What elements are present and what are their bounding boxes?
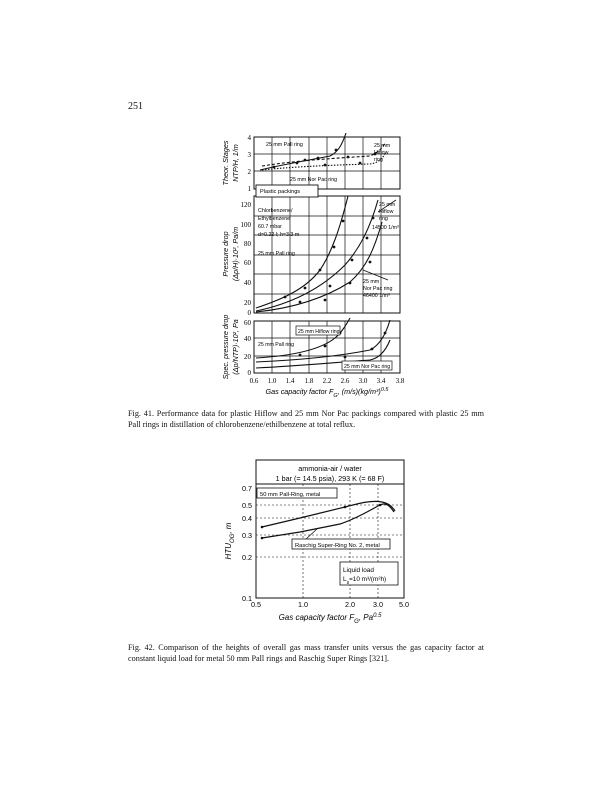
- fig42-rsr-curve: [262, 504, 394, 538]
- fig42-ytick: 0.5: [242, 501, 252, 510]
- fig41-mid-system: Chlorbenzene/: [258, 208, 293, 214]
- fig42-ytick: 0.4: [242, 514, 252, 523]
- fig41-xtick: 1.4: [285, 377, 295, 385]
- fig41-mid-label-pall: 25 mm Pall ring: [258, 251, 295, 257]
- fig41-mid-label-hiflow: 14500 1/m³: [372, 225, 399, 231]
- fig42-pall-point: [344, 506, 347, 509]
- fig41-bot-label-norpac: 25 mm Nor Pac ring: [344, 364, 391, 370]
- fig41-mid-label-norpac: 46400 1/m³: [363, 293, 390, 299]
- fig42-rsr-label: Raschig Super-Ring No. 2, metal: [295, 543, 380, 549]
- fig42-title-line2: 1 bar (= 14.5 psia), 293 K (= 68 F): [275, 474, 385, 483]
- fig41-top-ytick: 2: [247, 168, 251, 176]
- fig41-top-label-norpac: 25 mm Nor Pac ring: [290, 177, 338, 183]
- fig41-mid-ytick: 0: [247, 309, 251, 317]
- fig41-top-label-hiflow: ring: [374, 157, 383, 163]
- fig41-mid-ytick: 100: [240, 221, 251, 229]
- fig41-bot-ytick: 60: [244, 319, 251, 327]
- fig41-mid-system: Ethylbenzene: [258, 216, 291, 222]
- fig41-mid-ytick: 80: [244, 240, 251, 248]
- fig42-ytick: 0.7: [242, 484, 252, 493]
- fig41-mid-system: 60.7 mbar: [258, 224, 282, 230]
- fig41-mid-ytick: 40: [244, 279, 251, 287]
- fig41-mid-ytick: 120: [240, 201, 251, 209]
- fig41-xtick: 3.4: [376, 377, 386, 385]
- fig41-xtick: 3.0: [358, 377, 368, 385]
- fig41-xtick: 2.2: [322, 377, 332, 385]
- fig41-mid-legend-label: Plastic packings: [260, 189, 301, 195]
- fig41-bot-ytick: 40: [244, 335, 251, 343]
- fig41-xtick: 1.8: [304, 377, 314, 385]
- fig41-top-ytick: 1: [247, 185, 251, 193]
- fig41-top-ylabel: NTP/H, 1/m: [231, 144, 240, 182]
- fig41-mid-label-hiflow: 25 mm: [379, 202, 396, 208]
- fig41-top-label-hiflow: 25 mm: [374, 143, 391, 149]
- fig41-mid-ytick: 20: [244, 299, 251, 307]
- fig42-pall-point: [261, 526, 264, 529]
- fig41-mid-label-hiflow: ring: [379, 216, 388, 222]
- fig42-ytick: 0.1: [242, 594, 252, 603]
- fig41-x-axis-label: Gas capacity factor $F_G$, $(m/s)(kg/m^3)^{0.5}$: [265, 387, 389, 399]
- fig41-bot-ylabel: (Δp/NTP)·10², Pa: [231, 319, 240, 375]
- fig41-top-ylabel: Theor. Stages: [221, 140, 230, 186]
- fig42-liquid-load-line1: Liquid load: [343, 567, 374, 574]
- fig41-mid-label-norpac: 25 mm: [363, 279, 380, 285]
- fig42-y-axis-label: $HTU_{OG}$, m: [224, 522, 236, 560]
- fig42-xtick: 5.0: [399, 600, 409, 609]
- fig41-top-ytick: 4: [247, 134, 251, 142]
- fig42-title-line1: ammonia-air / water: [298, 464, 362, 473]
- fig42-ytick: 0.2: [242, 553, 252, 562]
- page-number: 251: [128, 101, 143, 112]
- fig42-pall-label: 50 mm Pall-Ring, metal: [260, 492, 321, 498]
- fig41-mid-label-norpac: Nor Pac ring: [363, 286, 393, 292]
- fig41-mid-ylabel: Pressure drop: [221, 231, 230, 277]
- fig41-xtick: 1.0: [267, 377, 277, 385]
- figure-41-caption: Fig. 41. Performance data for plastic Hiflow and 25 mm Nor Pac packings compared with plastic 25 mm Pall rings in distillation of chlorobenzene/ethilbenzene at total reflux.: [128, 409, 484, 429]
- fig42-xtick: 3.0: [373, 600, 383, 609]
- fig41-xtick: 0.6: [249, 377, 259, 385]
- fig41-mid-ytick: 60: [244, 259, 251, 267]
- fig42-xtick: 0.5: [251, 600, 261, 609]
- fig41-xtick: 3.8: [395, 377, 405, 385]
- fig41-mid-ylabel: (Δp/H)·10², Pa/m: [231, 226, 240, 282]
- fig41-xtick: 2.6: [340, 377, 350, 385]
- fig41-mid-label-hiflow: Hiflow: [379, 209, 394, 215]
- fig42-xtick: 1.0: [298, 600, 308, 609]
- fig41-bot-label-hiflow: 25 mm Hiflow ring: [298, 329, 340, 335]
- fig42-rsr-point: [379, 504, 382, 507]
- fig41-bot-ytick: 20: [244, 353, 251, 361]
- fig41-mid-system: d=0.22 l; h=3.3 m: [258, 232, 300, 238]
- fig41-top-label-hiflow: Hiflow: [374, 150, 389, 156]
- fig42-xtick: 2.0: [345, 600, 355, 609]
- fig41-bot-label-pall: 25 mm Pall ring: [258, 342, 295, 348]
- fig42-rsr-point: [261, 537, 264, 540]
- fig42-ytick: 0.3: [242, 531, 252, 540]
- fig42-x-axis-label: Gas capacity factor $F_G$, $Pa^{0.5}$: [278, 613, 382, 625]
- fig41-top-label-pall: 25 mm Pall ring: [266, 142, 303, 148]
- fig41-bot-ylabel: Spec. pressure drop: [221, 314, 230, 380]
- figure-42-caption: Fig. 42. Comparison of the heights of overall gas mass transfer units versus the gas capacity factor at constant liquid load for metal 50 mm Pall rings and Raschig Super Rings [321].: [128, 643, 484, 663]
- fig41-top-ytick: 3: [247, 151, 251, 159]
- fig42-liquid-load-line2: $L_s=10$ m³/(m²h): [343, 576, 387, 586]
- fig41-bot-ytick: 0: [247, 369, 251, 377]
